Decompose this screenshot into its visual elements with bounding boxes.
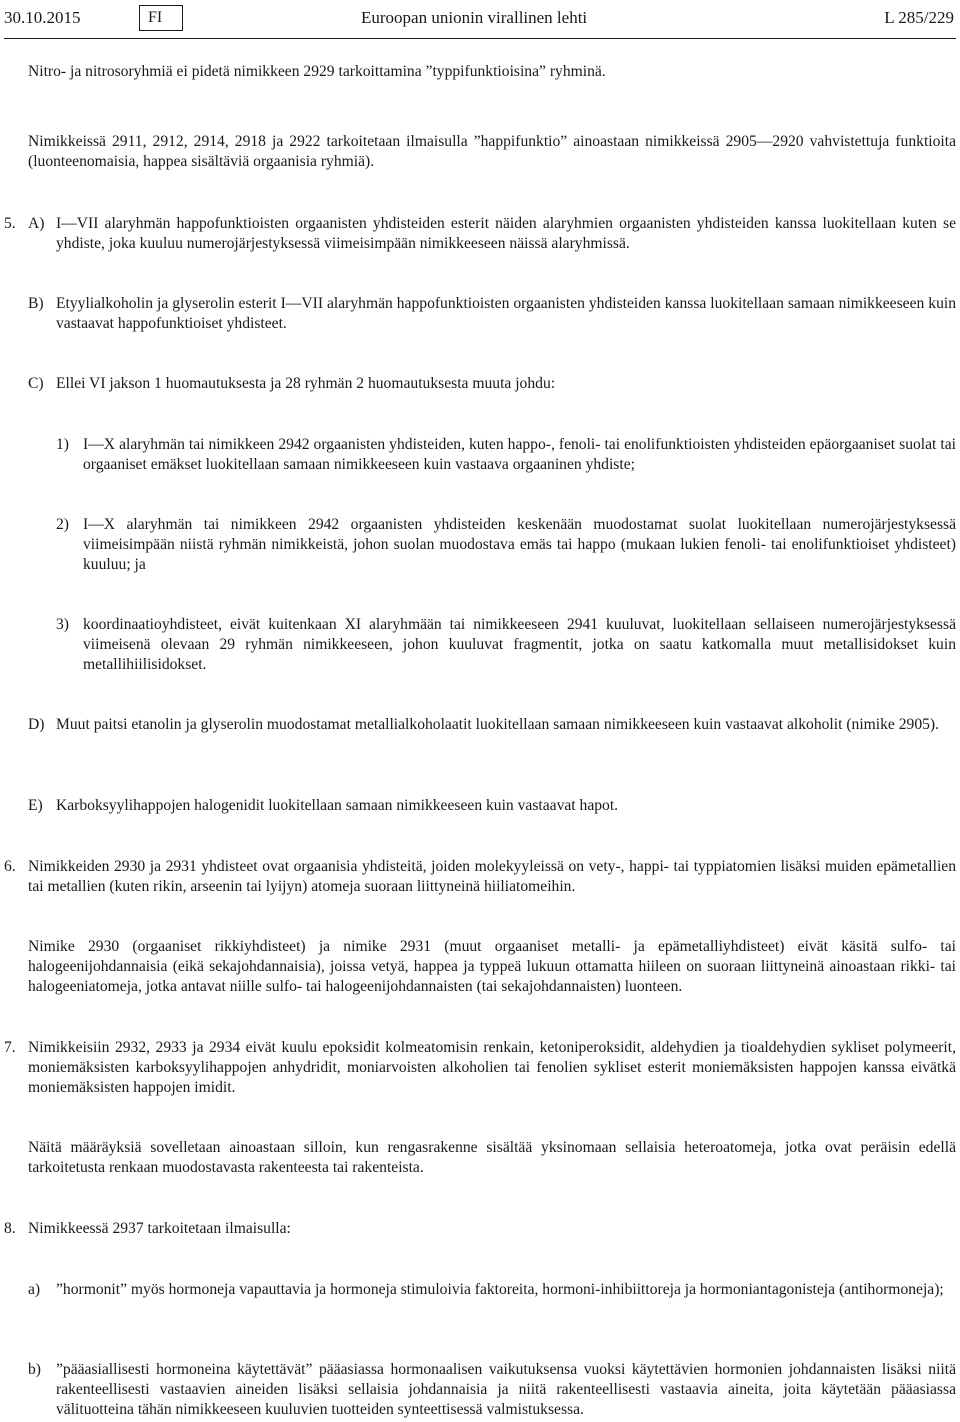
page-header <box>0 4 960 34</box>
item-marker-5b: B) <box>28 295 44 312</box>
paragraph-happifunktio <box>28 132 956 172</box>
paragraph-text: koordinaatioyhdisteet, eivät kuitenkaan XI alaryhmään tai nimikkeeseen 2941 kuuluvat, luokitellaan sellaiseen numerojärjestyksessä viimeisenä olevaan 29 ryhmän nimikkeeseen, johon kuuluvat fragmentit, jotka on saatu katkomalla muut metallisidokset kuin metallihiilisidokset. <box>83 616 956 673</box>
note-5d-text <box>56 715 956 735</box>
page-reference: L 285/229 <box>884 8 954 27</box>
note-6-text <box>28 857 956 897</box>
journal-title: Euroopan unionin virallinen lehti <box>361 8 588 27</box>
item-marker-8b: b) <box>28 1361 41 1378</box>
note-8-text <box>28 1219 956 1239</box>
note-number-6: 6. <box>4 858 16 875</box>
item-marker-5c3: 3) <box>56 616 69 633</box>
paragraph-text: Muut paitsi etanolin ja glyserolin muodostamat metallialkoholaatit luokitellaan samaan nimikkeeseen kuin vastaavat alkoholit (nimike 2905). <box>56 716 940 733</box>
note-7-text <box>28 1038 956 1098</box>
paragraph-text: ”hormonit” myös hormoneja vapauttavia ja hormoneja stimuloivia faktoreita, hormoni-inhibiittoreja ja hormoniantagonisteja (antihormoneja); <box>56 1281 944 1298</box>
publication-date: 30.10.2015 <box>4 8 81 27</box>
note-6-paragraph-2 <box>28 937 956 997</box>
paragraph-text: Näitä määräyksiä sovelletaan ainoastaan silloin, kun rengasrakenne sisältää yksinomaan sellaisia heteroatomeja, jotka ovat peräisin edellä tarkoitetusta renkaan muodostavasta rakenteesta tai rakenteista. <box>28 1139 956 1176</box>
note-8b-text <box>56 1360 956 1420</box>
paragraph-text: I—X alaryhmän tai nimikkeen 2942 orgaanisten yhdisteiden, kuten happo-, fenoli- tai enolifunktioisten yhdisteiden epäorgaaniset suolat tai orgaaniset emäkset luokitellaan samaan nimikkeeseen kuin vastaava orgaaninen yhdiste; <box>83 436 956 473</box>
item-marker-5c1: 1) <box>56 436 69 453</box>
item-marker-8a: a) <box>28 1281 41 1298</box>
note-5a-text <box>56 214 956 254</box>
note-5e-text <box>56 796 956 816</box>
paragraph-text: Nimikkeessä 2937 tarkoitetaan ilmaisulla: <box>28 1220 291 1237</box>
paragraph-text: Nimikkeiden 2930 ja 2931 yhdisteet ovat orgaanisia yhdisteitä, joiden molekyyleissä on vety-, happi- tai typpiatomien lisäksi muiden epämetallien tai metallien (kuten rikin, arseenin tai lyijyn) atomeja suoraan liittyneinä hiiliatomeihin. <box>28 858 956 895</box>
language-code-box: FI <box>139 5 183 31</box>
paragraph-text: Nimikkeissä 2911, 2912, 2914, 2918 ja 2922 tarkoitetaan ilmaisulla ”happifunktio” ainoastaan nimikkeissä 2905—2920 vahvistettuja funktioita (luonteenomaisia, happea sisältäviä orgaanisia ryhmiä). <box>28 133 956 170</box>
note-5c3-text <box>83 615 956 675</box>
item-marker-5d: D) <box>28 716 45 733</box>
note-number-7: 7. <box>4 1039 16 1056</box>
note-7-paragraph-2 <box>28 1138 956 1178</box>
note-5c2-text <box>83 515 956 575</box>
paragraph-text: I—VII alaryhmän happofunktioisten orgaanisten yhdisteiden esterit näiden alaryhmien orgaanisten yhdisteiden kanssa luokitellaan kuten se yhdiste, joka kuuluu numerojärjestyksessä viimeisimpään nimikkeeseen näissä alaryhmissä. <box>56 215 956 252</box>
note-8a-text <box>56 1280 956 1300</box>
note-5b-text <box>56 294 956 334</box>
note-5c1-text <box>83 435 956 475</box>
paragraph-text: Nimikkeisiin 2932, 2933 ja 2934 eivät kuulu epoksidit kolmeatomisin renkain, ketoniperoksidit, aldehydien ja tioaldehydien sykliset polymeerit, moniemäksisten karboksyylihappojen anhydridit, moniarvoisten alkoholien tai fenolien sykliset esterit moniemäksisten happojen kanssa eivätkä moniemäksisten happojen imidit. <box>28 1039 956 1096</box>
item-marker-5e: E) <box>28 797 43 814</box>
note-number-8: 8. <box>4 1220 16 1237</box>
paragraph-text: Nitro- ja nitrosoryhmiä ei pidetä nimikkeen 2929 tarkoittamina ”typpifunktioisina” ryhminä. <box>28 63 606 80</box>
header-divider <box>4 38 956 39</box>
paragraph-text: Ellei VI jakson 1 huomautuksesta ja 28 ryhmän 2 huomautuksesta muuta johdu: <box>56 375 556 392</box>
item-marker-5c: C) <box>28 375 44 392</box>
item-marker-5a: A) <box>28 215 45 232</box>
item-marker-5c2: 2) <box>56 516 69 533</box>
paragraph-text: Karboksyylihappojen halogenidit luokitellaan samaan nimikkeeseen kuin vastaavat hapot. <box>56 797 619 814</box>
paragraph-text: I—X alaryhmän tai nimikkeen 2942 orgaanisten yhdisteiden keskenään muodostamat suolat luokitellaan numerojärjestyksessä viimeisimpään niistä ryhmän nimikkeistä, johon suolan muodostava emäs tai happo (mukaan lukien fenoli- tai enolifunktioiset yhdisteet) kuuluu; ja <box>83 516 956 573</box>
note-number-5: 5. <box>4 215 16 232</box>
paragraph-text: Etyylialkoholin ja glyserolin esterit I—VII alaryhmän happofunktioisten orgaanisten yhdisteiden kanssa luokitellaan samaan nimikkeeseen kuin vastaavat happofunktioiset yhdisteet. <box>56 295 956 332</box>
paragraph-text: ”pääasiallisesti hormoneina käytettävät” pääasiassa hormonaalisen vaikutuksensa vuoksi käytettävien hormonien johdannaisten lisäksi niitä rakenteellisesti vastaavien aineiden lisäksi sellaisia johdannaisia ja niitä rakenteellisesti vastaavia aineita, joita käytetään pääasiassa välituotteina tähän nimikkeeseen kuuluvien tuotteiden synteettisessä valmistuksessa. <box>56 1361 956 1418</box>
note-5c-text <box>56 374 956 394</box>
paragraph-nitro <box>28 62 956 82</box>
paragraph-text: Nimike 2930 (orgaaniset rikkiyhdisteet) ja nimike 2931 (muut orgaaniset metalli- ja epämetalliyhdisteet) eivät käsitä sulfo- tai halogeenijohdannaisia (eikä sekajohdannaisia), joissa vetyä, happea ja typpeä lukuun ottamatta hiileen on suoraan liittyneinä ainoastaan rikki- tai halogeeniatomeja, jotka antavat niille sulfo- tai halogeenijohdannaisten (tai sekajohdannaisten) luonteen. <box>28 938 956 995</box>
